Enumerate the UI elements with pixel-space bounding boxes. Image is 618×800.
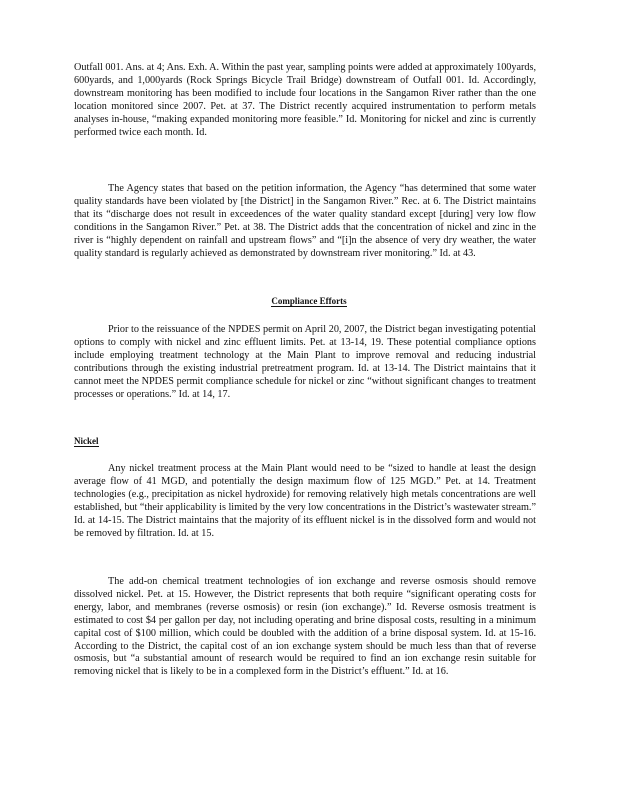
- paragraph-nickel-treatment: Any nickel treatment process at the Main Plant would need to be “sized to handle at least the design average flow of 41 MGD, and potentially the design maximum flow of 125 MGD.” Pet. at 14. Treatment technologies (e.g., precipitation as nickel hydroxide) for removing relatively high metals concentrations are well established, but “their applicability is limited by the very low concentrations in the District’s wastewater stream.” Id. at 14-15. The District maintains that the majority of its effluent nickel is in the dissolved form and would not be removed by filtration. Id. at 15.: [74, 463, 536, 539]
- paragraph-agency-standards: The Agency states that based on the petition information, the Agency “has determined that some water quality standards have been violated by [the District] in the Sangamon River.” Rec. at 6. The District maintains that its “discharge does not result in exceedences of the water quality standard except [during] very low flow conditions in the Sangamon River.” Pet. at 38. The District adds that the concentration of nickel and zinc in the river is “highly dependent on rainfall and upstream flows” and “[i]n the absence of very dry weather, the water quality standard is regularly achieved as demonstrated by downstream river monitoring.” Id. at 43.: [74, 183, 536, 259]
- paragraph-compliance-options: Prior to the reissuance of the NPDES permit on April 20, 2007, the District began investigating potential options to comply with nickel and zinc effluent limits. Pet. at 13-14, 19. These potential compliance options include employing treatment technology at the Main Plant to improve removal and reducing industrial contributions through the existing industrial pretreatment program. Id. at 13-14. The District maintains that it cannot meet the NPDES permit compliance schedule for nickel or zinc “without significant changes to treatment processes or operations.” Id. at 14, 17.: [74, 324, 536, 400]
- heading-nickel-text: Nickel: [74, 436, 99, 446]
- heading-compliance-efforts-text: Compliance Efforts: [271, 296, 347, 306]
- heading-compliance-efforts: [0, 296, 618, 306]
- paragraph-outfall-monitoring: Outfall 001. Ans. at 4; Ans. Exh. A. Within the past year, sampling points were added at approximately 100yards, 600yards, and 1,000yards (Rock Springs Bicycle Trail Bridge) downstream of Outfall 001. Id. Accordingly, downstream monitoring has been modified to include four locations in the Sangamon River rather than the one location monitored since 2007. Pet. at 37. The District recently acquired instrumentation to perform metals analyses in-house, “making expanded monitoring more feasible.” Id. Monitoring for nickel and zinc is currently performed twice each month. Id.: [74, 62, 536, 138]
- paragraph-chemical-treatment: The add-on chemical treatment technologies of ion exchange and reverse osmosis should remove dissolved nickel. Pet. at 15. However, the District represents that both require “significant operating costs for energy, labor, and membranes (reverse osmosis) or resin (ion exchange).” Id. Reverse osmosis treatment is estimated to cost $4 per gallon per day, not including operating and brine disposal costs, resulting in a minimum capital cost of $100 million, which could be doubled with the addition of a brine disposal system. Id. at 15-16. According to the District, the capital cost of an ion exchange system should be much less than that of reverse osmosis, but “a substantial amount of research would be required to find an ion exchange resin suitable for removing nickel that is likely to be in a complexed form in the District’s effluent.” Id. at 16.: [74, 576, 536, 678]
- heading-nickel: [74, 436, 99, 446]
